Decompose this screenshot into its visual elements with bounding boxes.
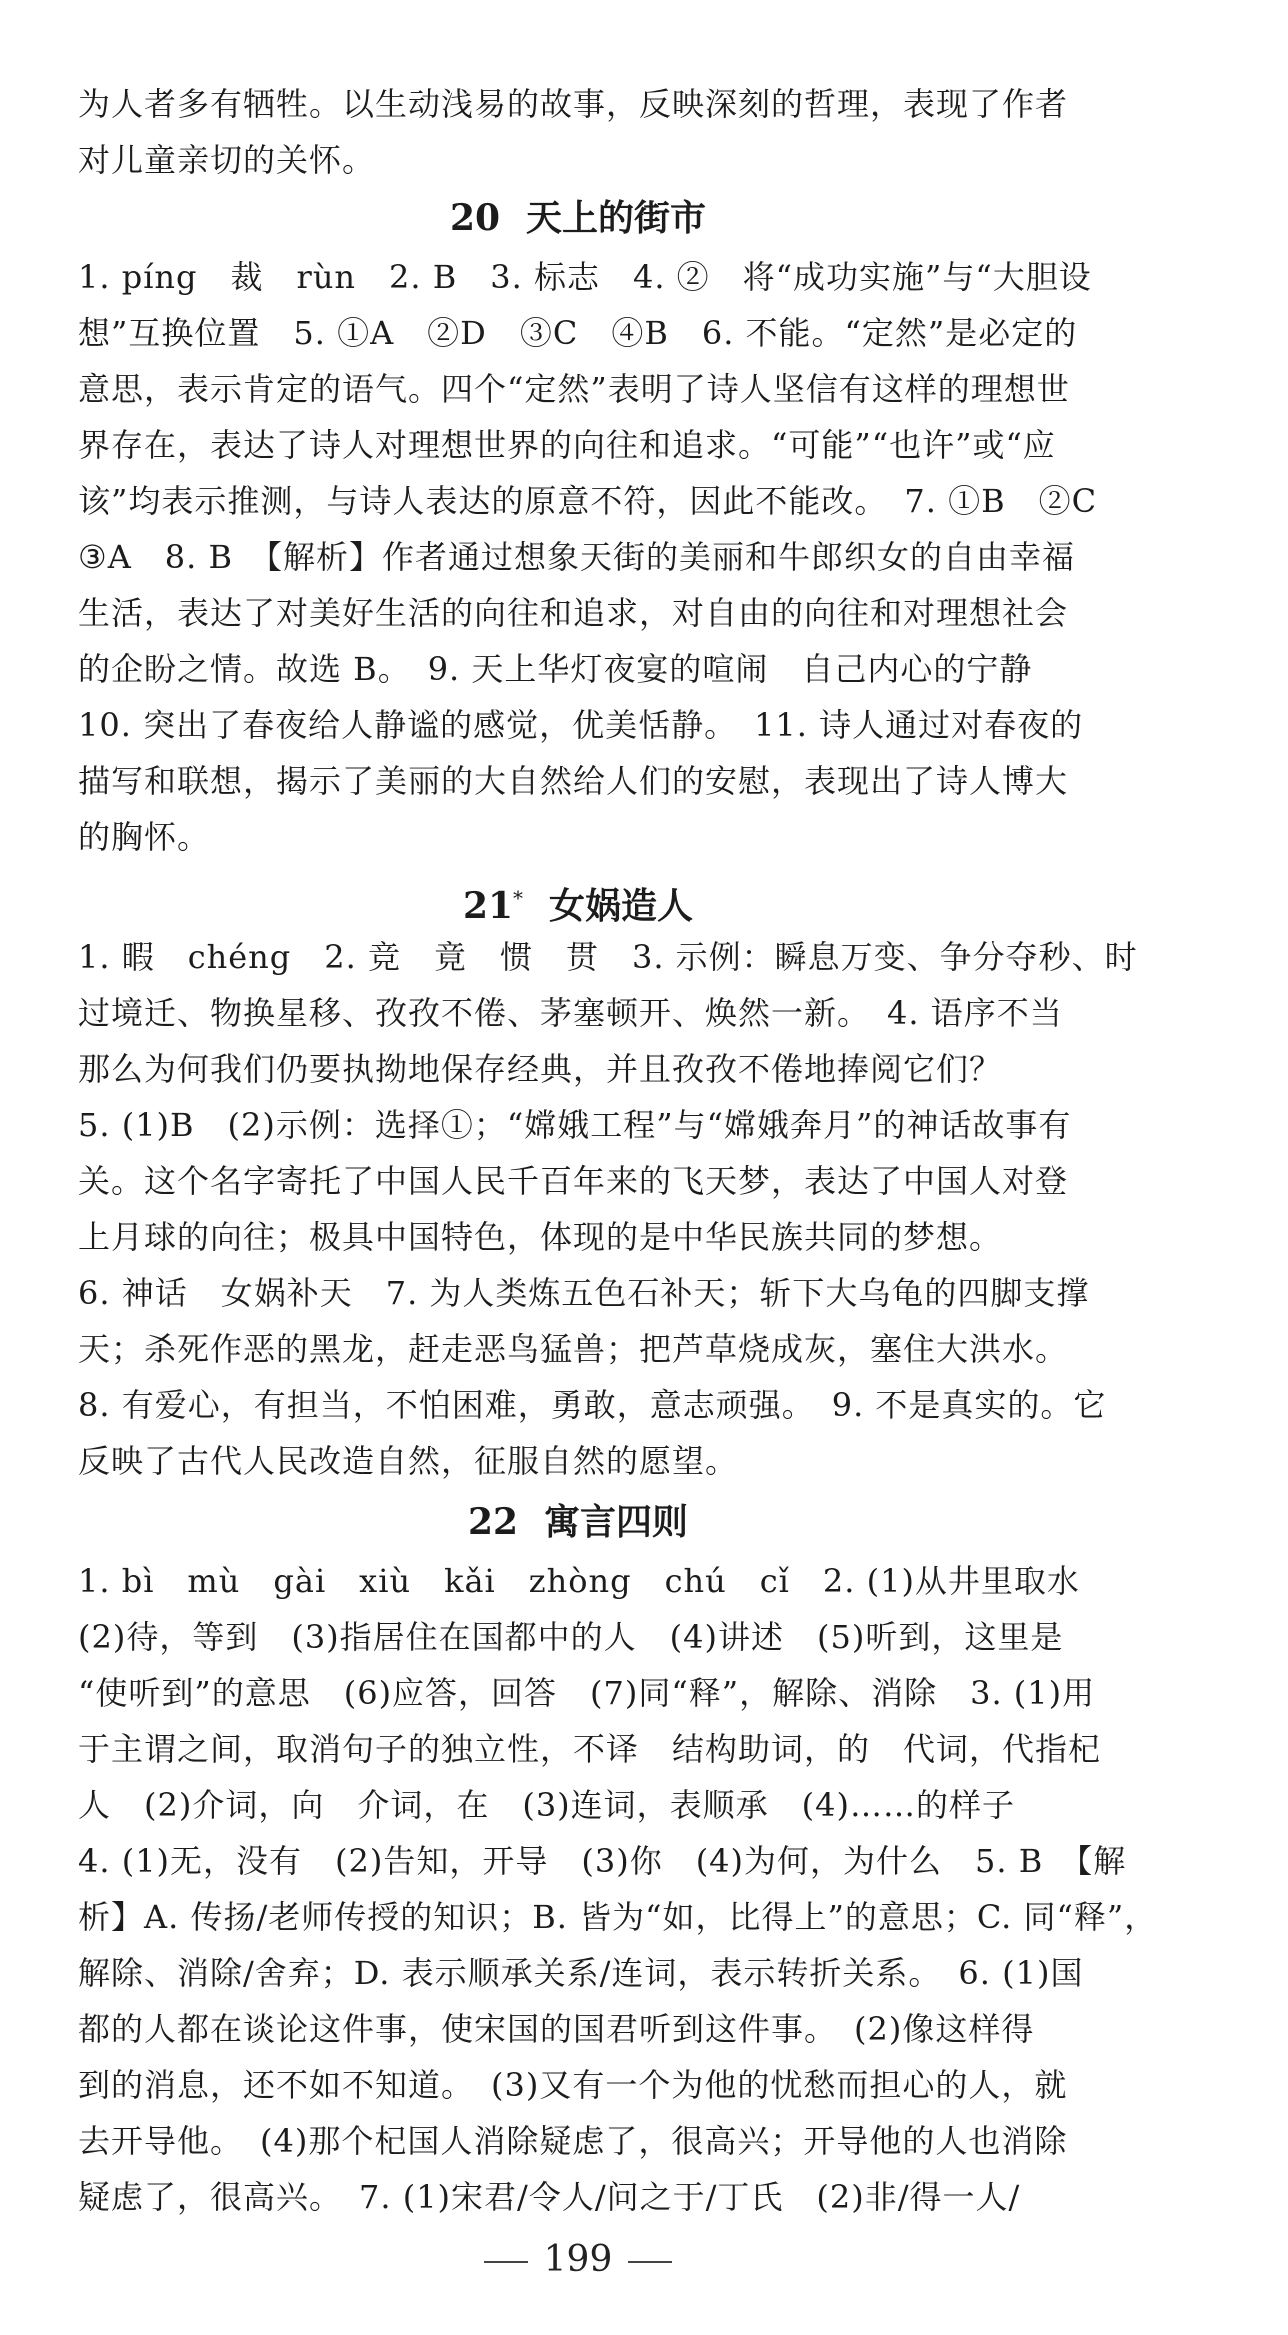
- text-line: 该”均表示推测，与诗人表达的原意不符，因此不能改。 7. ①B ②C: [78, 482, 1098, 520]
- text-line: 的胸怀。: [78, 818, 211, 856]
- text-line: 析】A. 传扬/老师传授的知识；B. 皆为“如，比得上”的意思；C. 同“释”，: [78, 1898, 1158, 1936]
- text-line: 8. 有爱心，有担当，不怕困难，勇敢，意志顽强。 9. 不是真实的。它: [78, 1386, 1107, 1424]
- section-title-22: [0, 1500, 1156, 1544]
- text-line: 对儿童亲切的关怀。: [78, 141, 376, 179]
- text-line: (2)待，等到 (3)指居住在国都中的人 (4)讲述 (5)听到，这里是: [78, 1618, 1064, 1656]
- text-line: 1. 暇 chéng 2. 竞 竟 惯 贯 3. 示例：瞬息万变、争分夺秒、时: [78, 938, 1138, 976]
- text-line: 1. píng 裁 rùn 2. B 3. 标志 4. ② 将“成功实施”与“大胆设: [78, 258, 1092, 296]
- text-line: 意思，表示肯定的语气。四个“定然”表明了诗人坚信有这样的理想世: [78, 370, 1070, 408]
- text-line: 疑虑了，很高兴。 7. (1)宋君/令人/问之于/丁氏 (2)非/得一人/: [78, 2178, 1021, 2216]
- text-line: 1. bì mù gài xiù kǎi zhòng chú cǐ 2. (1)从井里取水: [78, 1562, 1080, 1600]
- text-line: 到的消息，还不如不知道。 (3)又有一个为他的忧愁而担心的人，就: [78, 2066, 1068, 2104]
- footer-dash-right: [628, 2261, 672, 2263]
- text-line: 上月球的向往；极具中国特色，体现的是中华民族共同的梦想。: [78, 1218, 1003, 1256]
- text-line: ③A 8. B 【解析】作者通过想象天街的美丽和牛郎织女的自由幸福: [78, 538, 1076, 576]
- text-line: 去开导他。 (4)那个杞国人消除疑虑了，很高兴；开导他的人也消除: [78, 2122, 1068, 2160]
- text-line: 为人者多有牺牲。以生动浅易的故事，反映深刻的哲理，表现了作者: [78, 85, 1069, 123]
- text-line: 6. 神话 女娲补天 7. 为人类炼五色石补天；斩下大乌龟的四脚支撑: [78, 1274, 1090, 1312]
- text-line: 人 (2)介词，向 介词，在 (3)连词，表顺承 (4)……的样子: [78, 1786, 1015, 1824]
- text-line: 那么为何我们仍要执拗地保存经典，并且孜孜不倦地捧阅它们？: [78, 1050, 1003, 1088]
- text-line: “使听到”的意思 (6)应答，回答 (7)同“释”，解除、消除 3. (1)用: [78, 1674, 1096, 1712]
- section-number: 20: [449, 197, 501, 239]
- text-line: 过境迁、物换星移、孜孜不倦、茅塞顿开、焕然一新。 4. 语序不当: [78, 994, 1063, 1032]
- text-line: 天；杀死作恶的黑龙，赶走恶鸟猛兽；把芦草烧成灰，塞住大洪水。: [78, 1330, 1069, 1368]
- optional-mark: *: [513, 886, 524, 910]
- text-line: 生活，表达了对美好生活的向往和追求，对自由的向往和对理想社会: [78, 594, 1069, 632]
- text-line: 10. 突出了春夜给人静谧的感觉，优美恬静。 11. 诗人通过对春夜的: [78, 706, 1084, 744]
- page-footer: [0, 2238, 1156, 2282]
- section-number: 21: [462, 885, 514, 927]
- text-line: 5. (1)B (2)示例：选择①；“嫦娥工程”与“嫦娥奔月”的神话故事有: [78, 1106, 1072, 1144]
- text-line: 于主谓之间，取消句子的独立性，不译 结构助词，的 代词，代指杞: [78, 1730, 1102, 1768]
- section-title-text: 寓言四则: [544, 1501, 689, 1543]
- footer-dash-left: [484, 2261, 528, 2263]
- text-line: 描写和联想，揭示了美丽的大自然给人们的安慰，表现出了诗人博大: [78, 762, 1069, 800]
- text-line: 想”互换位置 5. ①A ②D ③C ④B 6. 不能。“定然”是必定的: [78, 314, 1078, 352]
- text-line: 解除、消除/舍弃；D. 表示顺承关系/连词，表示转折关系。 6. (1)国: [78, 1954, 1084, 1992]
- section-title-21: [0, 876, 1156, 928]
- page-number: 199: [543, 2239, 613, 2280]
- text-line: 都的人都在谈论这件事，使宋国的国君听到这件事。 (2)像这样得: [78, 2010, 1035, 2048]
- text-line: 的企盼之情。故选 B。 9. 天上华灯夜宴的喧闹 自己内心的宁静: [78, 650, 1033, 688]
- section-title-text: 天上的街市: [526, 197, 707, 239]
- section-number: 22: [467, 1501, 519, 1543]
- text-line: 关。这个名字寄托了中国人民千百年来的飞天梦，表达了中国人对登: [78, 1162, 1069, 1200]
- text-line: 4. (1)无，没有 (2)告知，开导 (3)你 (4)为何，为什么 5. B 【解: [78, 1842, 1127, 1880]
- section-title-text: 女娲造人: [549, 885, 694, 927]
- text-line: 反映了古代人民改造自然，征服自然的愿望。: [78, 1442, 739, 1480]
- section-title-20: [0, 196, 1156, 240]
- text-line: 界存在，表达了诗人对理想世界的向往和追求。“可能”“也许”或“应: [78, 426, 1056, 464]
